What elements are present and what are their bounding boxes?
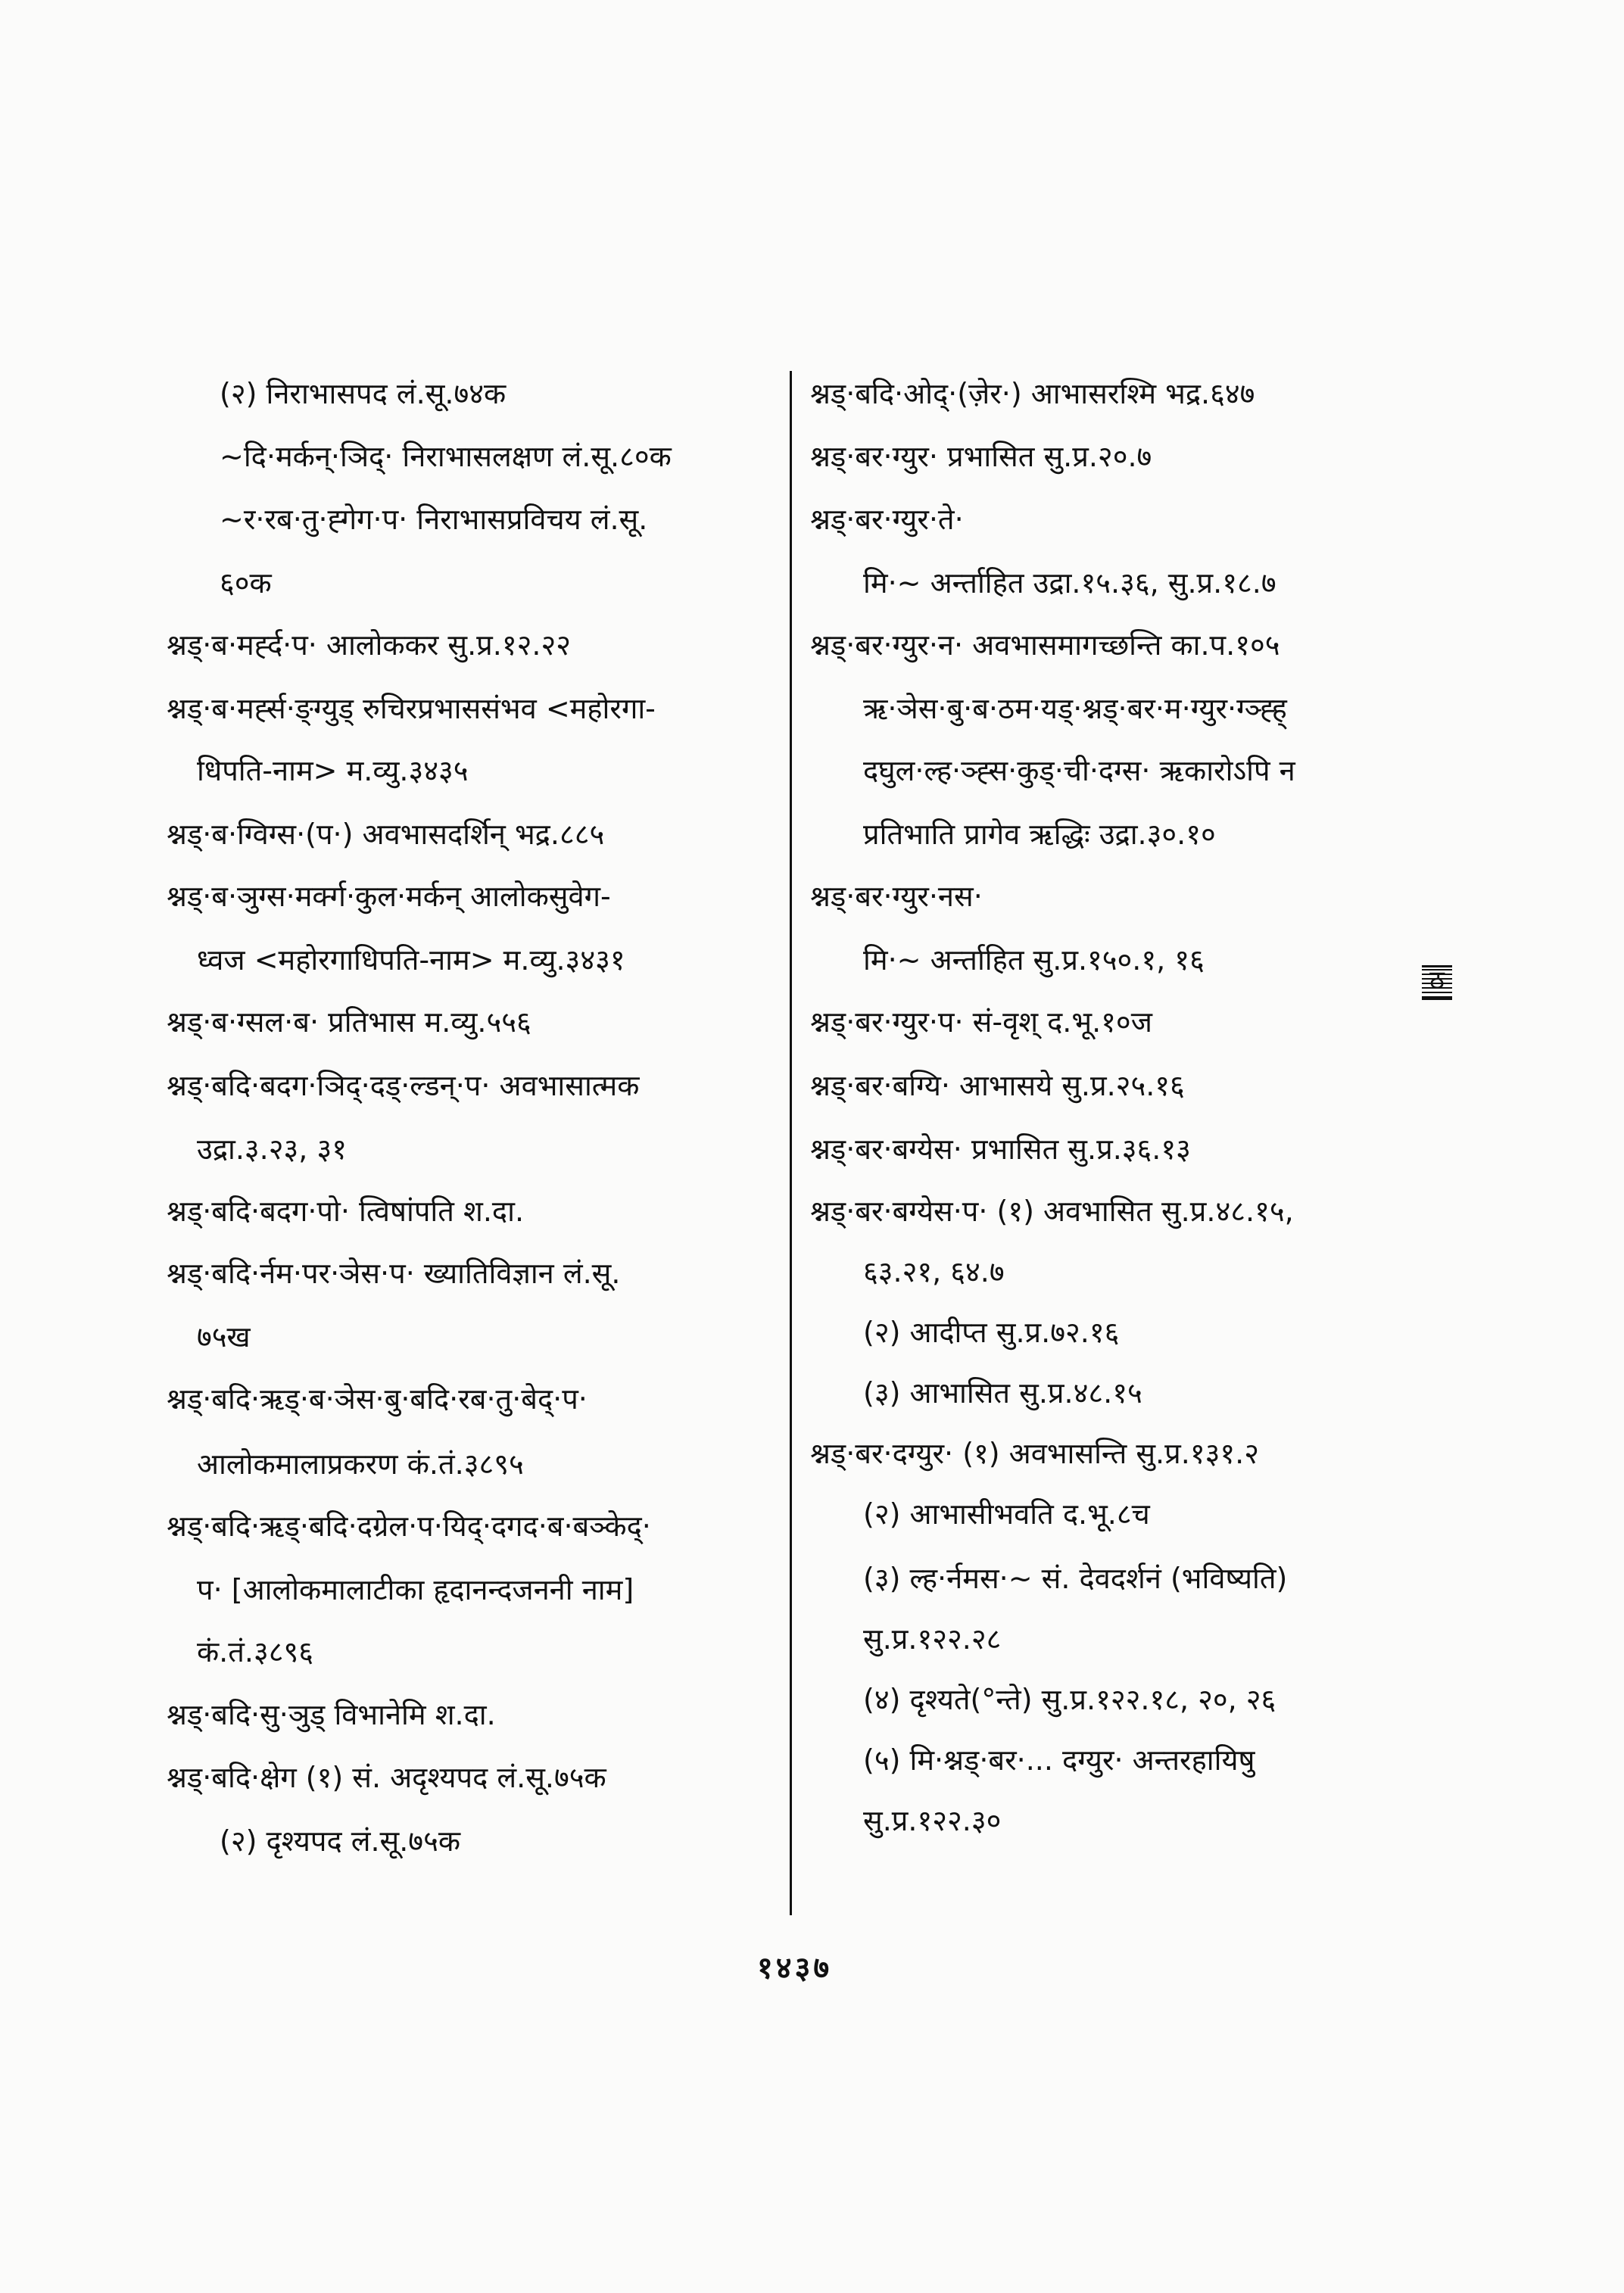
entry-line: (३) आभासित सु.प्र.४८.१५ — [863, 1376, 1142, 1410]
entry-line: श्नड्·ब·मर्ह्द·प· आलोककर सु.प्र.१२.२२ — [167, 628, 571, 662]
entry-line: मि·~ अर्न्ताहित उद्रा.१५.३६, सु.प्र.१८.७ — [863, 566, 1276, 600]
entry-line: श्नड्·बर·बग्यि· आभासये सु.प्र.२५.१६ — [810, 1069, 1185, 1102]
entry-line: श्नड्·बदि·बदग·ञिद्·दड्·ल्डन्·प· अवभासात्मक — [167, 1069, 640, 1102]
entry-line: श्नड्·बर·ग्युर·प· सं-वृश् द.भू.१०ज — [810, 1005, 1152, 1039]
entry-line: ६०क — [220, 566, 272, 600]
column-divider — [790, 371, 792, 1915]
entry-line: श्नड्·बर·ग्युर·न· अवभासमागच्छन्ति का.प.१०५ — [810, 628, 1280, 662]
entry-line: श्नड्·ब·ग्विग्स·(प·) अवभासदर्शिन् भद्र.८८५ — [167, 818, 605, 851]
entry-line: श्नड्·बदि·सु·ञुड् विभानेमि श.दा. — [167, 1698, 496, 1731]
entry-line: श्नड्·बर·बग्येस·प· (१) अवभासित सु.प्र.४८.१५, — [810, 1195, 1294, 1228]
entry-line: श्नड्·ब·ग्सल·ब· प्रतिभास म.व्यु.५५६ — [167, 1005, 531, 1039]
entry-line: धिपति-नाम> म.व्यु.३४३५ — [197, 754, 469, 787]
entry-line: (२) निराभासपद लं.सू.७४क — [220, 377, 507, 410]
entry-line: सु.प्र.१२२.३० — [863, 1804, 1002, 1837]
entry-line: ७५ख — [197, 1320, 251, 1354]
entry-line: (५) मि·श्नड्·बर·... दग्युर· अन्तरहायिषु — [863, 1743, 1255, 1777]
entry-line: श्नड्·बर·दग्युर· (१) अवभासन्ति सु.प्र.१३१.२ — [810, 1437, 1259, 1470]
side-thumb-index-mark: ठ — [1422, 965, 1452, 1000]
entry-line: ६३.२१, ६४.७ — [863, 1255, 1005, 1288]
entry-line: श्नड्·बर·बग्येस· प्रभासित सु.प्र.३६.१३ — [810, 1132, 1191, 1166]
entry-line: श्नड्·बदि·र्नम·पर·ञेस·प· ख्यातिविज्ञान लं.सू. — [167, 1257, 621, 1290]
entry-line: श्नड्·बदि·ओद्·(ज़ेर·) आभासरश्मि भद्र.६४७ — [810, 377, 1255, 410]
entry-line: सु.प्र.१२२.२८ — [863, 1622, 1002, 1656]
entry-line: ध्वज <महोरगाधिपति-नाम> म.व्यु.३४३१ — [197, 943, 625, 977]
page-number: १४३७ — [757, 1951, 833, 1986]
entry-line: मि·~ अर्न्ताहित सु.प्र.१५०.१, १६ — [863, 943, 1205, 977]
entry-line: (२) दृश्यपद लं.सू.७५क — [220, 1824, 461, 1858]
entry-line: श्नड्·बर·ग्युर· प्रभासित सु.प्र.२०.७ — [810, 440, 1152, 473]
entry-line: श्नड्·ब·ञुग्स·मर्क्ग·कुल·मर्कन् आलोकसुवेग- — [167, 880, 611, 913]
entry-line: ~र·रब·तु·ह्गेग·प· निराभासप्रविचय लं.सू. — [220, 503, 648, 536]
entry-line: प्रतिभाति प्रागेव ऋद्धिः उद्रा.३०.१० — [863, 818, 1216, 851]
entry-line: ऋ·ञेस·बु·ब·ठम·यड्·श्नड्·बर·म·ग्युर·ग्ञ्ह्ह् — [863, 692, 1287, 725]
entry-line: प· [आलोकमालाटीका हृदानन्दजननी नाम] — [197, 1573, 634, 1606]
entry-line: दघुल·ल्ह·ञ्ह्स·कुड्·ची·दग्स· ऋकारोऽपि न — [863, 754, 1295, 787]
entry-line: श्नड्·बदि·बदग·पो· त्विषांपति श.दा. — [167, 1195, 525, 1228]
entry-line: श्नड्·बर·ग्युर·नस· — [810, 880, 983, 913]
entry-line: श्नड्·ब·मर्ह्स·ङ्ग्युड् रुचिरप्रभाससंभव <महोरगा- — [167, 692, 656, 725]
entry-line: आलोकमालाप्रकरण कं.तं.३८९५ — [197, 1447, 524, 1481]
entry-line: श्नड्·बदि·ऋड्·बदि·दग्रेल·प·यिद्·दगद·ब·बञ्केद्· — [167, 1509, 651, 1543]
entry-line: (३) ल्ह·र्नमस·~ सं. देवदर्शनं (भविष्यति) — [863, 1562, 1288, 1595]
entry-line: श्नड्·बदि·ऋड्·ब·ञेस·बु·बदि·रब·तु·बेद्·प· — [167, 1382, 588, 1416]
entry-line: कं.तं.३८९६ — [197, 1635, 314, 1668]
entry-line: श्नड्·बर·ग्युर·ते· — [810, 503, 964, 536]
entry-line: (२) आदीप्त सु.प्र.७२.१६ — [863, 1316, 1120, 1349]
entry-line: (४) दृश्यते(°न्ते) सु.प्र.१२२.१८, २०, २६ — [863, 1683, 1276, 1716]
entry-line: (२) आभासीभवति द.भू.८च — [863, 1497, 1150, 1531]
entry-line: श्नड्·बदि·क्षेग (१) सं. अदृश्यपद लं.सू.७५क — [167, 1761, 606, 1794]
entry-line: ~दि·मर्कन्·ञिद्· निराभासलक्षण लं.सू.८०क — [220, 440, 672, 473]
entry-line: उद्रा.३.२३, ३१ — [197, 1132, 347, 1166]
